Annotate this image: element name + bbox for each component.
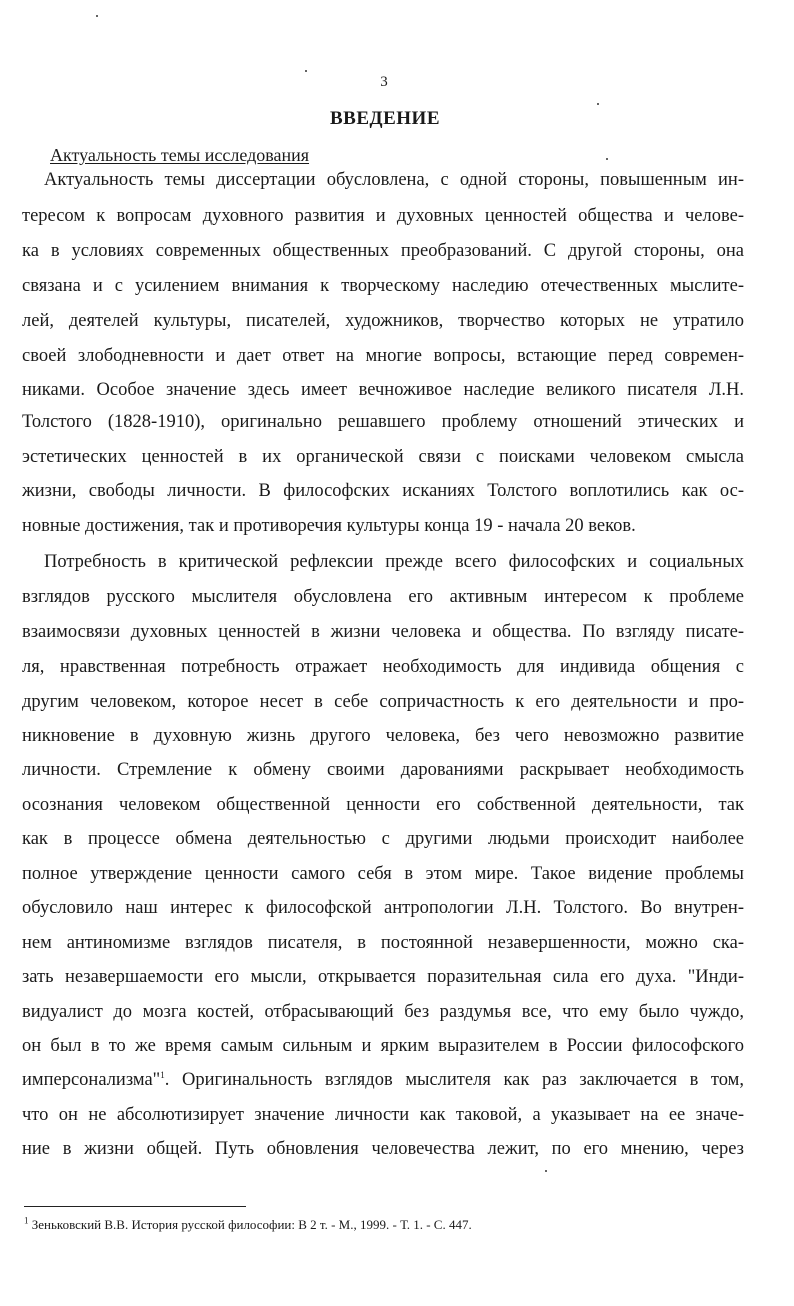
text-line: личности. Стремление к обмену своими дарованиями раскрывает необходимость <box>22 760 744 780</box>
text-line: ние в жизни общей. Путь обновления человечества лежит, по его мнению, через <box>22 1139 744 1159</box>
text-line: ля, нравственная потребность отражает необходимость для индивида общения с <box>22 657 744 677</box>
text-line: полное утверждение ценности самого себя в этом мире. Такое видение проблемы <box>22 864 744 884</box>
footnote-text: Зеньковский В.В. История русской философии: В 2 т. - М., 1999. - Т. 1. - С. 447. <box>28 1217 472 1232</box>
text-line: тересом к вопросам духовного развития и духовных ценностей общества и челове- <box>22 206 744 226</box>
scan-speck <box>96 15 98 17</box>
text-line: другим человеком, которое несет в себе сопричастность к его деятельности и про- <box>22 692 744 712</box>
scan-speck <box>545 1170 547 1172</box>
scan-speck <box>305 70 307 72</box>
text-line: видуалист до мозга костей, отбрасывающий без раздумья все, что ему было чуждо, <box>22 1002 744 1022</box>
page-title: ВВЕДЕНИЕ <box>330 108 440 129</box>
scan-speck <box>597 103 599 105</box>
footnote-ref: 1 <box>160 1069 165 1080</box>
section-subtitle: Актуальность темы исследования <box>50 145 310 165</box>
text-line: взглядов русского мыслителя обусловлена его активным интересом к проблеме <box>22 587 744 607</box>
text-line: никновение в духовную жизнь другого человека, без чего невозможно развитие <box>22 726 744 746</box>
text-line: новные достижения, так и противоречия культуры конца 19 - начала 20 веков. <box>22 516 636 536</box>
text-line: нем антиномизме взглядов писателя, в постоянной незавершенности, можно ска- <box>22 933 744 953</box>
footnote-marker: 1 <box>24 1215 29 1226</box>
text-line: зать незавершаемости его мысли, открывается поразительная сила его духа. "Инди- <box>22 967 744 987</box>
text-line: эстетических ценностей в их органической связи с поисками человеком смысла <box>22 447 744 467</box>
text-line: Толстого (1828-1910), оригинально решавшего проблему отношений этических и <box>22 412 744 432</box>
footnote-divider <box>24 1206 246 1207</box>
text-line-with-footnote <box>22 1068 744 1092</box>
scan-speck <box>606 158 608 160</box>
quote-end: имперсонализма" <box>22 1070 161 1090</box>
text-line: Актуальность темы диссертации обусловлена, с одной стороны, повышенным ин- <box>44 170 744 190</box>
text-line: как в процессе обмена деятельностью с другими людьми происходит наиболее <box>22 829 744 849</box>
text-line: ка в условиях современных общественных преобразований. С другой стороны, она <box>22 241 744 261</box>
line-continuation: . Оригинальность взглядов мыслителя как раз заключается в том, <box>164 1070 744 1090</box>
text-line: осознания человеком общественной ценности его собственной деятельности, так <box>22 795 744 815</box>
text-line: взаимосвязи духовных ценностей в жизни человека и общества. По взгляду писате- <box>22 622 744 642</box>
page-number: 3 <box>380 74 388 90</box>
text-line: обусловило наш интерес к философской антропологии Л.Н. Толстого. Во внутрен- <box>22 898 744 918</box>
footnote <box>24 1217 472 1233</box>
text-line: что он не абсолютизирует значение личности как таковой, а указывает на ее значе- <box>22 1105 744 1125</box>
text-line: Потребность в критической рефлексии прежде всего философских и социальных <box>44 552 744 572</box>
text-line: связана и с усилением внимания к творческому наследию отечественных мыслите- <box>22 276 744 296</box>
text-line: он был в то же время самым сильным и ярким выразителем в России философского <box>22 1036 744 1056</box>
text-line: жизни, свободы личности. В философских исканиях Толстого воплотились как ос- <box>22 481 744 501</box>
text-line: никами. Особое значение здесь имеет вечноживое наследие великого писателя Л.Н. <box>22 380 744 400</box>
text-line: лей, деятелей культуры, писателей, художников, творчество которых не утратило <box>22 311 744 331</box>
text-line: своей злободневности и дает ответ на многие вопросы, встающие перед современ- <box>22 346 744 366</box>
